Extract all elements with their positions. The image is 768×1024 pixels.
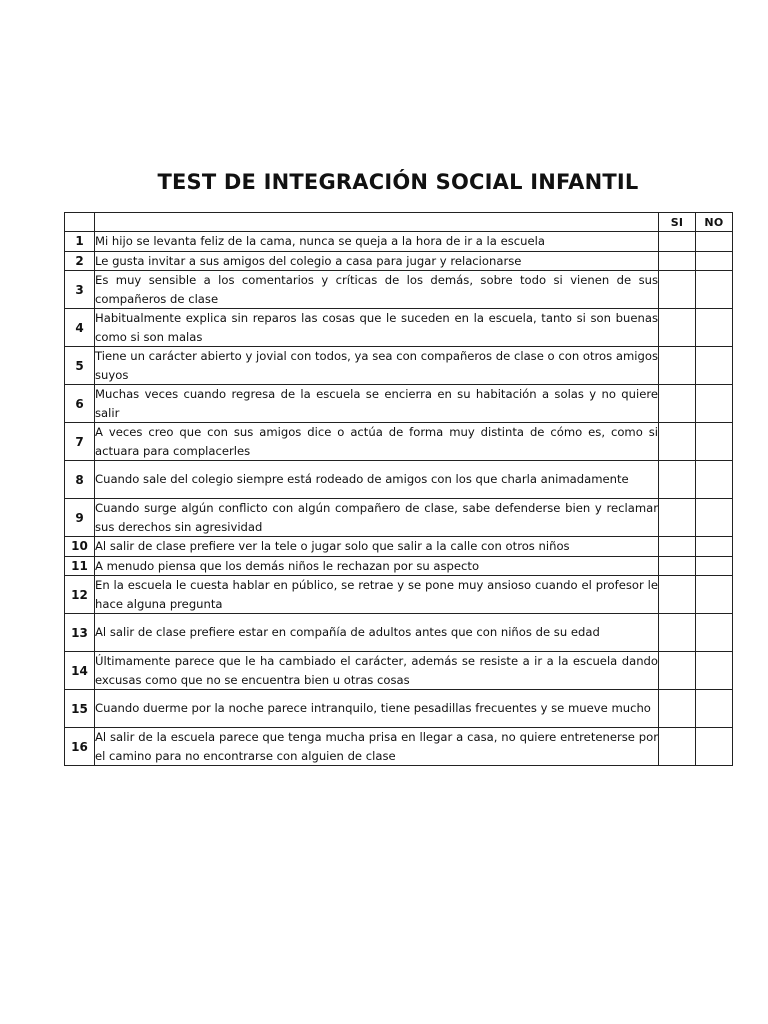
answer-no-cell[interactable]	[696, 537, 733, 557]
question-text: Le gusta invitar a sus amigos del colegio a casa para jugar y relacionarse	[95, 251, 659, 271]
answer-si-cell[interactable]	[659, 309, 696, 347]
answer-si-cell[interactable]	[659, 614, 696, 652]
question-number: 6	[65, 385, 95, 423]
question-text: Cuando surge algún conflicto con algún compañero de clase, sabe defenderse bien y reclamar sus derechos sin agresividad	[95, 499, 659, 537]
question-row	[65, 728, 733, 766]
answer-si-cell[interactable]	[659, 499, 696, 537]
question-row	[65, 271, 733, 309]
question-number: 16	[65, 728, 95, 766]
answer-si-cell[interactable]	[659, 251, 696, 271]
answer-si-cell[interactable]	[659, 556, 696, 576]
question-text: Cuando duerme por la noche parece intranquilo, tiene pesadillas frecuentes y se mueve mucho	[95, 690, 659, 728]
answer-si-cell[interactable]	[659, 537, 696, 557]
answer-si-cell[interactable]	[659, 652, 696, 690]
question-number: 12	[65, 576, 95, 614]
question-text: Al salir de la escuela parece que tenga mucha prisa en llegar a casa, no quiere entretenerse por el camino para no encontrarse con alguien de clase	[95, 728, 659, 766]
question-text: Muchas veces cuando regresa de la escuela se encierra en su habitación a solas y no quiere salir	[95, 385, 659, 423]
question-text: Al salir de clase prefiere ver la tele o jugar solo que salir a la calle con otros niños	[95, 537, 659, 557]
question-row	[65, 385, 733, 423]
answer-no-cell[interactable]	[696, 728, 733, 766]
question-text: Al salir de clase prefiere estar en compañía de adultos antes que con niños de su edad	[95, 614, 659, 652]
question-text: Mi hijo se levanta feliz de la cama, nunca se queja a la hora de ir a la escuela	[95, 232, 659, 252]
answer-si-cell[interactable]	[659, 576, 696, 614]
question-text: A menudo piensa que los demás niños le rechazan por su aspecto	[95, 556, 659, 576]
question-row	[65, 309, 733, 347]
question-row	[65, 690, 733, 728]
header-num-cell	[65, 213, 95, 232]
answer-no-cell[interactable]	[696, 385, 733, 423]
question-text: Cuando sale del colegio siempre está rodeado de amigos con los que charla animadamente	[95, 461, 659, 499]
question-number: 7	[65, 423, 95, 461]
question-number: 8	[65, 461, 95, 499]
answer-no-cell[interactable]	[696, 690, 733, 728]
question-row	[65, 652, 733, 690]
answer-si-cell[interactable]	[659, 385, 696, 423]
answer-no-cell[interactable]	[696, 556, 733, 576]
answer-no-cell[interactable]	[696, 309, 733, 347]
question-row	[65, 347, 733, 385]
question-text: Tiene un carácter abierto y jovial con todos, ya sea con compañeros de clase o con otros amigos suyos	[95, 347, 659, 385]
question-number: 3	[65, 271, 95, 309]
page-title: TEST DE INTEGRACIÓN SOCIAL INFANTIL	[157, 170, 639, 194]
question-row	[65, 251, 733, 271]
question-number: 9	[65, 499, 95, 537]
question-row	[65, 537, 733, 557]
answer-no-cell[interactable]	[696, 576, 733, 614]
question-number: 5	[65, 347, 95, 385]
question-row	[65, 232, 733, 252]
question-text: Últimamente parece que le ha cambiado el carácter, además se resiste a ir a la escuela dando excusas como que no se encuentra bien u otras cosas	[95, 652, 659, 690]
answer-si-cell[interactable]	[659, 347, 696, 385]
question-number: 2	[65, 251, 95, 271]
answer-no-cell[interactable]	[696, 423, 733, 461]
question-number: 10	[65, 537, 95, 557]
answer-si-cell[interactable]	[659, 232, 696, 252]
question-text: Es muy sensible a los comentarios y críticas de los demás, sobre todo si vienen de sus compañeros de clase	[95, 271, 659, 309]
answer-no-cell[interactable]	[696, 614, 733, 652]
questionnaire-body	[65, 213, 733, 766]
question-text: Habitualmente explica sin reparos las cosas que le suceden en la escuela, tanto si son buenas como si son malas	[95, 309, 659, 347]
answer-no-cell[interactable]	[696, 271, 733, 309]
answer-no-cell[interactable]	[696, 347, 733, 385]
answer-si-cell[interactable]	[659, 690, 696, 728]
answer-si-cell[interactable]	[659, 461, 696, 499]
question-number: 15	[65, 690, 95, 728]
header-row	[65, 213, 733, 232]
answer-no-cell[interactable]	[696, 499, 733, 537]
column-no-header: NO	[696, 213, 733, 232]
question-row	[65, 556, 733, 576]
question-number: 1	[65, 232, 95, 252]
column-si-header: SI	[659, 213, 696, 232]
answer-si-cell[interactable]	[659, 728, 696, 766]
question-row	[65, 423, 733, 461]
question-number: 11	[65, 556, 95, 576]
answer-no-cell[interactable]	[696, 232, 733, 252]
question-number: 4	[65, 309, 95, 347]
question-row	[65, 499, 733, 537]
answer-no-cell[interactable]	[696, 461, 733, 499]
question-row	[65, 614, 733, 652]
answer-no-cell[interactable]	[696, 251, 733, 271]
question-number: 14	[65, 652, 95, 690]
question-row	[65, 576, 733, 614]
questionnaire-table	[64, 212, 733, 766]
header-question-cell	[95, 213, 659, 232]
question-row	[65, 461, 733, 499]
answer-si-cell[interactable]	[659, 271, 696, 309]
question-text: En la escuela le cuesta hablar en público, se retrae y se pone muy ansioso cuando el profesor le hace alguna pregunta	[95, 576, 659, 614]
question-text: A veces creo que con sus amigos dice o actúa de forma muy distinta de cómo es, como si actuara para complacerles	[95, 423, 659, 461]
question-number: 13	[65, 614, 95, 652]
answer-si-cell[interactable]	[659, 423, 696, 461]
answer-no-cell[interactable]	[696, 652, 733, 690]
